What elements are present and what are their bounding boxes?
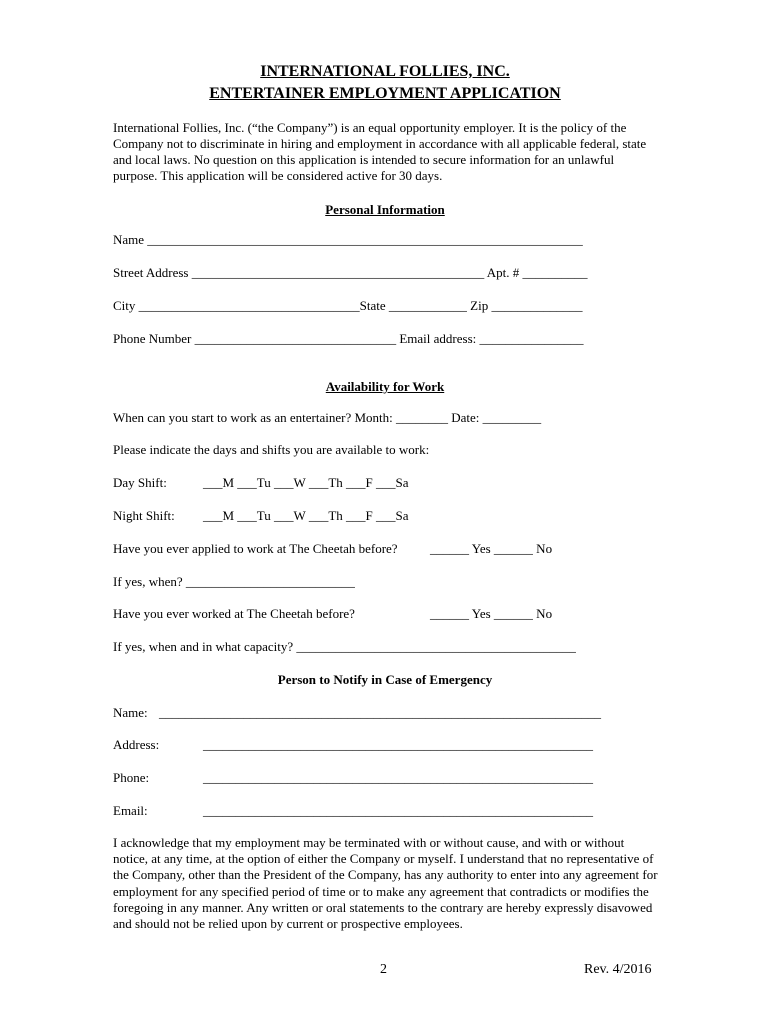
emergency-heading: Person to Notify in Case of Emergency [277, 672, 493, 687]
revision-label: Rev. 4/2016 [584, 962, 652, 977]
worked-question: Have you ever worked at The Cheetah before? [113, 606, 355, 621]
day-shift-label: Day Shift: [113, 475, 167, 490]
emergency-address-label: Address: [113, 737, 160, 752]
availability-heading: Availability for Work [325, 379, 445, 394]
start-date-field[interactable]: When can you start to work as an entertainer? Month: ________ Date: _________ [113, 410, 542, 425]
applied-question: Have you ever applied to work at The Cheetah before? [113, 541, 398, 556]
phone-email-field[interactable]: Phone Number _______________________________ Email address: ________________ [113, 331, 584, 346]
title-company: INTERNATIONAL FOLLIES, INC. [260, 63, 510, 80]
emergency-email-label: Email: [113, 803, 148, 818]
day-shift-options[interactable]: ___M ___Tu ___W ___Th ___F ___Sa [203, 475, 409, 490]
worked-capacity-field[interactable]: If yes, when and in what capacity? ___________________________________________ [113, 639, 576, 654]
title-form: ENTERTAINER EMPLOYMENT APPLICATION [209, 85, 561, 102]
night-shift-options[interactable]: ___M ___Tu ___W ___Th ___F ___Sa [203, 508, 409, 523]
emergency-name-line[interactable]: ____________________________________________________________________ [159, 705, 601, 720]
intro-paragraph: International Follies, Inc. (“the Company”) is an equal opportunity employer. It is the policy of the Company not to discriminate in hiring and employment in accordance with all applicable federal, state and local laws. No question on this application is intended to secure information for an unlawful purpose. This application will be considered active for 30 days. [113, 120, 647, 183]
emergency-email-line[interactable]: ____________________________________________________________ [203, 803, 593, 818]
name-field[interactable]: Name ___________________________________________________________________ [113, 232, 583, 247]
personal-heading-wrap [0, 202, 770, 218]
emergency-address-line[interactable]: ____________________________________________________________ [203, 737, 593, 752]
street-address-field[interactable]: Street Address _____________________________________________ Apt. # __________ [113, 265, 588, 280]
worked-yes-no[interactable]: ______ Yes ______ No [430, 606, 553, 621]
personal-heading: Personal Information [325, 202, 445, 217]
night-shift-label: Night Shift: [113, 508, 175, 523]
shifts-instruction: Please indicate the days and shifts you are available to work: [113, 442, 430, 457]
emergency-name-label: Name: [113, 705, 148, 720]
page-number: 2 [380, 962, 387, 977]
emergency-phone-label: Phone: [113, 770, 150, 785]
availability-heading-wrap [0, 379, 770, 395]
city-state-zip-field[interactable]: City __________________________________State ____________ Zip ______________ [113, 298, 583, 313]
emergency-phone-line[interactable]: ____________________________________________________________ [203, 770, 593, 785]
applied-yes-no[interactable]: ______ Yes ______ No [430, 541, 553, 556]
applied-when-field[interactable]: If yes, when? __________________________ [113, 574, 355, 589]
acknowledgment-paragraph: I acknowledge that my employment may be terminated with or without cause, and with or without notice, at any time, at the option of either the Company or myself. I understand that no representative of the Company, other than the President of the Company, has any authority to enter into any agreement for employment for any specified period of time or to make any agreement that contradicts or modifies the foregoing in any manner. Any written or oral statements to the contrary are hereby expressly disavowed and should not be relied upon by current or prospective employees. [113, 835, 658, 932]
